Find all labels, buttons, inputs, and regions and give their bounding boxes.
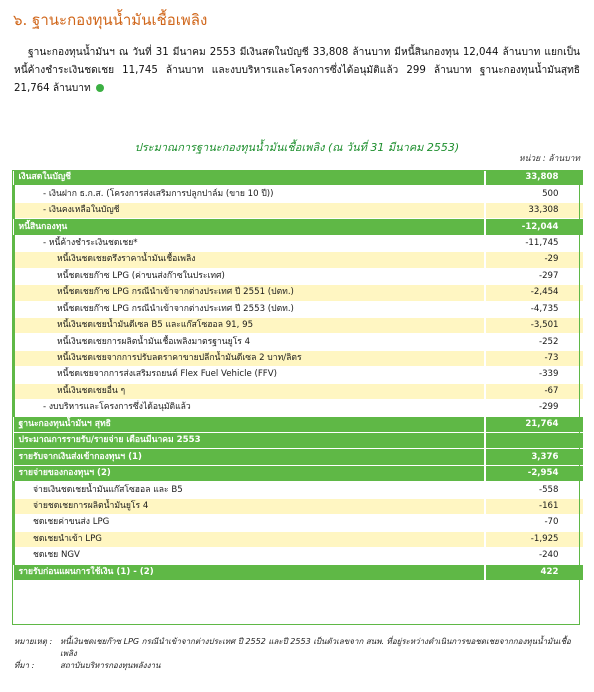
row-label: ชดเชย NGV: [33, 550, 80, 561]
summary-paragraph: [14, 44, 580, 98]
row-label-cell: [14, 170, 485, 186]
row-value: 33,808: [485, 170, 583, 186]
row-value: -2,954: [485, 465, 583, 481]
row-label: ชดเชยค่าขนส่ง LPG: [33, 517, 110, 528]
row-value: -299: [485, 400, 583, 416]
row-value: -67: [485, 383, 583, 399]
row-label: หนี้ชดเชยก๊าซ LPG กรณีนำเข้าจากต่างประเทศ ปี 2551 (ปตท.): [57, 287, 294, 298]
row-label-cell: [14, 301, 485, 317]
summary-text: ฐานะกองทุนน้ำมันฯ ณ วันที่ 31 มีนาคม 2553 มีเงินสดในบัญชี 33,808 ล้านบาท มีหนี้สินกองทุน 12,044 ล้านบาท แยกเป็นหนี้ค้างชำระเงินชดเชย 11,745 ล้านบาท และงบบริหารและโครงการซึ่งได้อนุมัติแล้ว 299 ล้านบาท ฐานะกองทุนน้ำมันสุทธิ 21,764 ล้านบาท: [14, 47, 580, 94]
row-label: จ่ายชดเชยการผลิตน้ำมันยูโร 4: [33, 500, 149, 511]
row-value: 500: [485, 186, 583, 202]
row-label: รายรับจากเงินส่งเข้ากองทุนฯ (1): [18, 451, 142, 462]
row-label-cell: [14, 350, 485, 366]
footnotes: [14, 636, 580, 672]
table-row: [14, 531, 583, 547]
row-value: -4,735: [485, 301, 583, 317]
row-label-cell: [14, 186, 485, 202]
table-unit: หน่วย : ล้านบาท: [519, 154, 580, 164]
note-text: หนี้เงินชดเชยก๊าซ LPG กรณีนำเข้าจากต่างประเทศ ปี 2552 และปี 2553 เป็นตัวเลขจาก สนพ. ที่อยู่ระหว่างดำเนินการขอชดเชยจากกองทุนน้ำมันเชื้อเพลิง: [60, 637, 571, 658]
table-row: [14, 416, 583, 432]
table-row: [14, 515, 583, 531]
row-value: -11,745: [485, 235, 583, 251]
table-row: [14, 482, 583, 498]
row-label-cell: [14, 383, 485, 399]
row-label: หนี้ชดเชยก๊าซ LPG กรณีนำเข้าจากต่างประเทศ ปี 2553 (ปตท.): [57, 303, 294, 314]
row-value: 422: [485, 564, 583, 580]
row-value: -2,454: [485, 285, 583, 301]
table-row: [14, 268, 583, 284]
fund-status-table: [12, 170, 583, 581]
row-label: รายจ่ายของกองทุนฯ (2): [18, 468, 111, 479]
row-value: -1,925: [485, 531, 583, 547]
row-label: - งบบริหารและโครงการซึ่งได้อนุมัติแล้ว: [43, 402, 191, 413]
row-label: หนี้เงินชดเชยอื่น ๆ: [57, 385, 126, 396]
row-label-cell: [14, 449, 485, 465]
row-label: จ่ายเงินชดเชยน้ำมันแก๊สโซฮอล และ B5: [33, 484, 183, 495]
table-row: [14, 350, 583, 366]
row-label-cell: [14, 202, 485, 218]
row-label-cell: [14, 515, 485, 531]
table-row: [14, 235, 583, 251]
row-label: - เงินฝาก ธ.ก.ส. (โครงการส่งเสริมการปลูกปาล์ม (ขาย 10 ปี)): [43, 188, 274, 199]
row-value: -73: [485, 350, 583, 366]
row-value: -297: [485, 268, 583, 284]
row-label-cell: [14, 531, 485, 547]
table-row: [14, 334, 583, 350]
row-value: -252: [485, 334, 583, 350]
row-value: 21,764: [485, 416, 583, 432]
row-label: หนี้ชดเชยก๊าซ LPG (ค่าขนส่งก๊าซในประเทศ): [57, 270, 225, 281]
row-label-cell: [14, 498, 485, 514]
row-value: -339: [485, 367, 583, 383]
table-row: [14, 449, 583, 465]
table-row: [14, 383, 583, 399]
bullet-dot-icon: [96, 84, 104, 92]
row-value: [485, 433, 583, 449]
row-label-cell: [14, 285, 485, 301]
table-row: [14, 548, 583, 564]
row-label-cell: [14, 334, 485, 350]
table-row: [14, 186, 583, 202]
table-row: [14, 400, 583, 416]
row-label-cell: [14, 252, 485, 268]
table-row: [14, 564, 583, 580]
section-heading: ๖. ฐานะกองทุนน้ำมันเชื้อเพลิง: [13, 11, 208, 29]
table-row: [14, 285, 583, 301]
row-label-cell: [14, 433, 485, 449]
row-value: -240: [485, 548, 583, 564]
row-label: ฐานะกองทุนน้ำมันฯ สุทธิ: [18, 418, 111, 429]
row-label: ชดเชยนำเข้า LPG: [33, 533, 102, 544]
table-row: [14, 219, 583, 235]
row-value: 3,376: [485, 449, 583, 465]
row-label-cell: [14, 219, 485, 235]
row-label-cell: [14, 400, 485, 416]
row-value: -558: [485, 482, 583, 498]
row-label: - เงินคงเหลือในบัญชี: [43, 205, 120, 216]
row-label-cell: [14, 235, 485, 251]
table-caption: ประมาณการฐานะกองทุนน้ำมันเชื้อเพลิง (ณ วันที่ 31 มีนาคม 2553): [134, 141, 460, 154]
row-label: หนี้สินกองทุน: [18, 221, 68, 232]
row-label-cell: [14, 482, 485, 498]
table-row: [14, 252, 583, 268]
source-key: ที่มา :: [14, 661, 35, 670]
row-value: -29: [485, 252, 583, 268]
row-label: หนี้เงินชดเชยการผลิตน้ำมันเชื้อเพลิงมาตรฐานยูโร 4: [57, 336, 251, 347]
row-label: ประมาณการรายรับ/รายจ่าย เดือนมีนาคม 2553: [18, 435, 201, 446]
row-label-cell: [14, 317, 485, 333]
row-label-cell: [14, 548, 485, 564]
row-label-cell: [14, 564, 485, 580]
table-row: [14, 170, 583, 186]
row-label: รายรับก่อนแผนการใช้เงิน (1) - (2): [18, 566, 154, 577]
row-label-cell: [14, 416, 485, 432]
row-label: เงินสดในบัญชี: [18, 172, 72, 183]
row-label: หนี้เงินชดเชยน้ำมันดีเซล B5 และแก๊สโซฮอล 91, 95: [57, 320, 254, 331]
row-value: -12,044: [485, 219, 583, 235]
row-label: หนี้เงินชดเชยจากการปรับลดราคาขายปลีกน้ำมันดีเซล 2 บาท/ลิตร: [57, 353, 302, 364]
row-value: -70: [485, 515, 583, 531]
table-row: [14, 465, 583, 481]
row-label-cell: [14, 268, 485, 284]
row-label: หนี้ชดเชยจากการส่งเสริมรถยนต์ Flex Fuel Vehicle (FFV): [57, 369, 277, 380]
table-row: [14, 433, 583, 449]
row-label: - หนี้ค้างชำระเงินชดเชย*: [43, 237, 138, 248]
source-text: สถาบันบริหารกองทุนพลังงาน: [60, 661, 161, 670]
note-key: หมายเหตุ :: [14, 637, 53, 646]
table-row: [14, 317, 583, 333]
table-row: [14, 301, 583, 317]
row-value: -3,501: [485, 317, 583, 333]
row-label-cell: [14, 465, 485, 481]
table-row: [14, 367, 583, 383]
row-value: -161: [485, 498, 583, 514]
table-row: [14, 202, 583, 218]
row-label: หนี้เงินชดเชยตรึงราคาน้ำมันเชื้อเพลิง: [57, 254, 196, 265]
row-value: 33,308: [485, 202, 583, 218]
row-label-cell: [14, 367, 485, 383]
table-row: [14, 498, 583, 514]
